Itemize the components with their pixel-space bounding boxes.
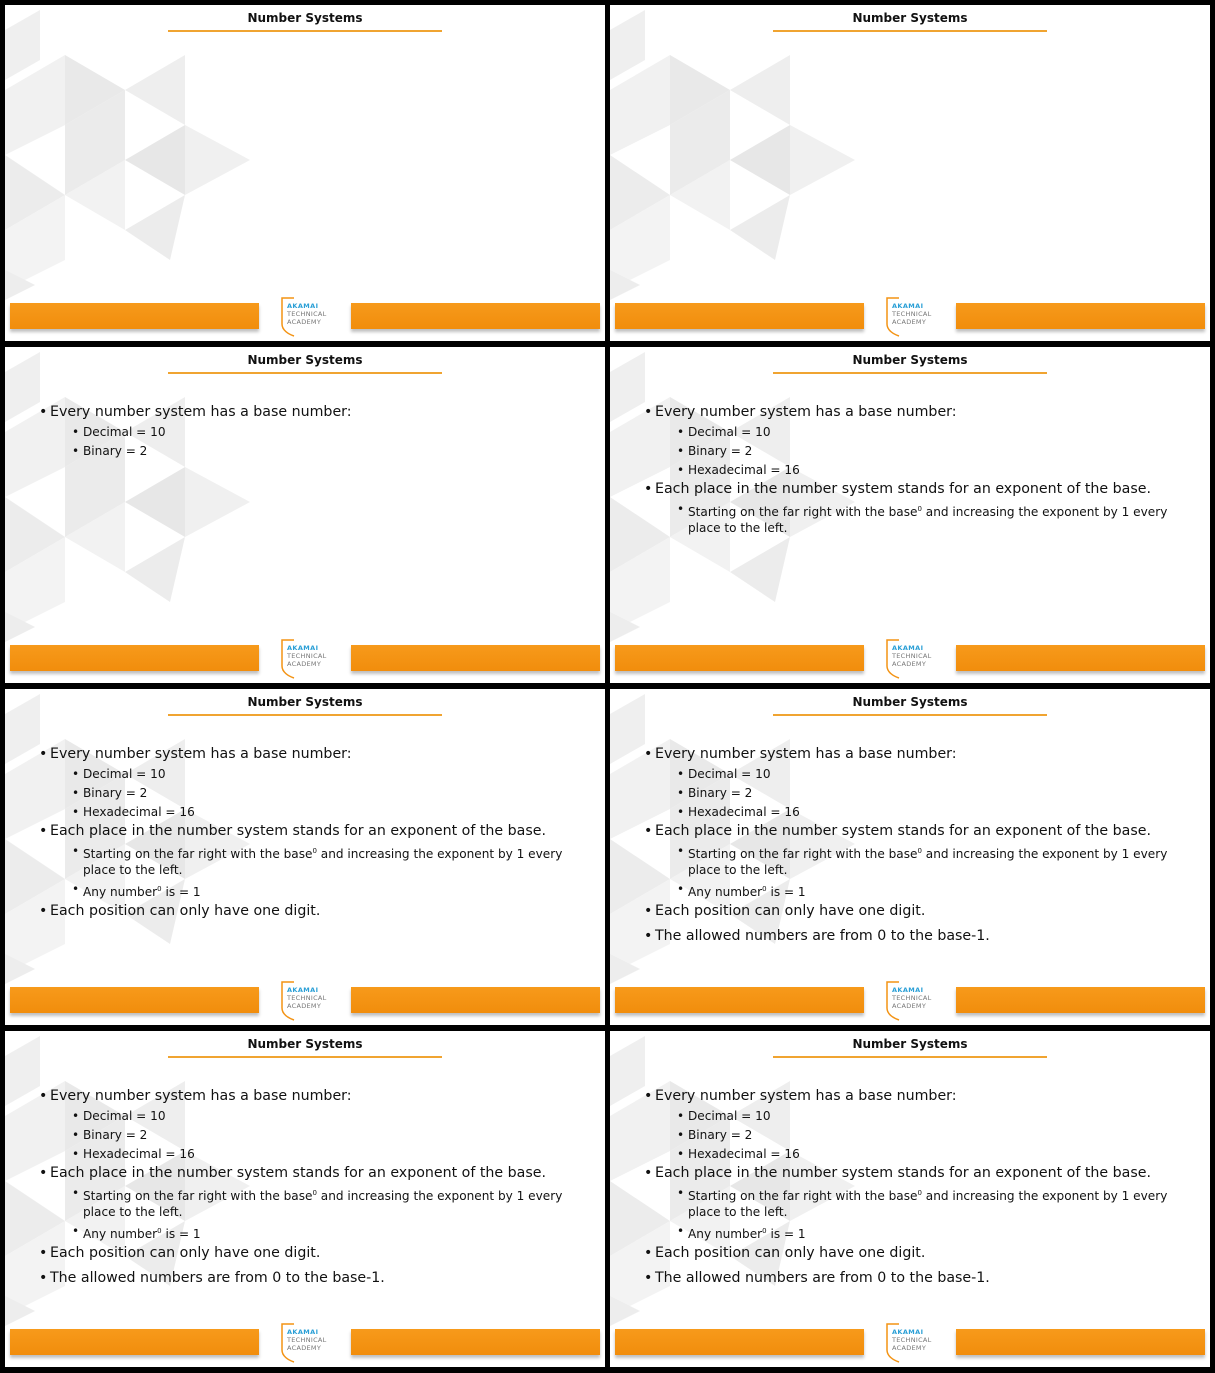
footer-bar-left — [615, 645, 864, 671]
sub-bullet-list — [655, 766, 1184, 820]
bullet-item: • The allowed numbers are from 0 to the base-1. — [39, 1270, 579, 1287]
bullet-item: • Each place in the number system stands for an exponent of the base. • Starting on the far right with the base$^0$ and increasing the exponent by 1 every place to the left. — [644, 481, 1184, 536]
bullet-item: • Each position can only have one digit. — [644, 903, 1184, 920]
logo-line-2: TECHNICAL — [287, 310, 327, 318]
superscript-zero: 0 — [762, 885, 767, 894]
bullet-item: • Every number system has a base number: • Decimal = 10 • Binary = 2 • Hexadecimal = 16 — [644, 404, 1184, 478]
title-underline — [773, 30, 1047, 32]
slide-thumbnail-4[interactable] — [610, 347, 1210, 683]
slide-title: Number Systems — [247, 11, 363, 25]
bullet-item: • Each position can only have one digit. — [39, 1245, 579, 1262]
logo-line-2: TECHNICAL — [287, 1336, 327, 1344]
sub-bullet-list — [50, 766, 579, 820]
bullet-list — [644, 1088, 1184, 1295]
bullet-item: • Every number system has a base number: • Decimal = 10 • Binary = 2 • Hexadecimal = 16 — [644, 746, 1184, 820]
superscript-zero: 0 — [312, 1189, 317, 1197]
slide-thumbnail-5[interactable] — [5, 689, 605, 1025]
sub-bullet-list — [50, 424, 579, 459]
superscript-zero: 0 — [917, 1189, 922, 1197]
logo-line-2: TECHNICAL — [892, 310, 932, 318]
bullet-item: • Each place in the number system stands for an exponent of the base. • Starting on the far right with the base$^0$ and increasing the exponent by 1 every place to the left. • Any number$^0$ is = 1 — [39, 1165, 579, 1242]
title-underline — [773, 1056, 1047, 1058]
sub-bullet-list — [50, 1185, 579, 1242]
title-underline — [773, 714, 1047, 716]
background-triangles — [610, 5, 910, 305]
logo-line-1: AKAMAI — [892, 644, 924, 652]
sub-bullet-item: • Starting on the far right with the base$^0$ and increasing the exponent by 1 every place to the left. — [677, 501, 1174, 536]
bullet-item: • The allowed numbers are from 0 to the base-1. — [644, 1270, 1184, 1287]
akamai-logo — [278, 978, 348, 1022]
sub-bullet-list — [655, 1185, 1184, 1242]
sub-bullet-item: • Hexadecimal = 16 — [677, 462, 1174, 478]
akamai-logo — [883, 978, 953, 1022]
logo-line-1: AKAMAI — [287, 644, 319, 652]
sub-bullet-item: • Any number$^0$ is = 1 — [72, 881, 569, 900]
sub-bullet-item: • Binary = 2 — [677, 443, 1174, 459]
bullet-item: • Each place in the number system stands for an exponent of the base. • Starting on the far right with the base$^0$ and increasing the exponent by 1 every place to the left. • Any number$^0$ is = 1 — [644, 823, 1184, 900]
footer-bar-right — [351, 987, 600, 1013]
slide-thumbnail-3[interactable] — [5, 347, 605, 683]
sub-bullet-item: • Decimal = 10 — [677, 766, 1174, 782]
logo-line-3: ACADEMY — [892, 660, 927, 668]
title-underline — [773, 372, 1047, 374]
akamai-logo — [883, 636, 953, 680]
superscript-zero: 0 — [312, 847, 317, 855]
logo-line-3: ACADEMY — [892, 1002, 927, 1010]
logo-line-3: ACADEMY — [892, 1344, 927, 1352]
slide-title: Number Systems — [247, 353, 363, 367]
bullet-item: • Each place in the number system stands for an exponent of the base. • Starting on the far right with the base$^0$ and increasing the exponent by 1 every place to the left. • Any number$^0$ is = 1 — [644, 1165, 1184, 1242]
sub-bullet-item: • Any number$^0$ is = 1 — [72, 1223, 569, 1242]
footer-bar-left — [615, 1329, 864, 1355]
sub-bullet-item: • Starting on the far right with the base$^0$ and increasing the exponent by 1 every place to the left. — [72, 843, 569, 878]
logo-line-1: AKAMAI — [287, 986, 319, 994]
sub-bullet-item: • Decimal = 10 — [72, 424, 569, 440]
background-triangles — [5, 5, 305, 305]
superscript-zero: 0 — [917, 505, 922, 513]
footer-bar-left — [10, 645, 259, 671]
logo-line-3: ACADEMY — [287, 1002, 322, 1010]
bullet-list — [39, 746, 579, 928]
superscript-zero: 0 — [917, 847, 922, 855]
title-underline — [168, 30, 442, 32]
sub-bullet-item: • Any number$^0$ is = 1 — [677, 1223, 1174, 1242]
slide-thumbnail-8[interactable] — [610, 1031, 1210, 1367]
footer-bar-left — [10, 987, 259, 1013]
footer-bar-right — [351, 303, 600, 329]
logo-line-1: AKAMAI — [892, 1328, 924, 1336]
logo-line-2: TECHNICAL — [287, 994, 327, 1002]
logo-line-3: ACADEMY — [287, 660, 322, 668]
slide-title: Number Systems — [852, 11, 968, 25]
sub-bullet-item: • Starting on the far right with the base$^0$ and increasing the exponent by 1 every place to the left. — [677, 843, 1174, 878]
sub-bullet-item: • Starting on the far right with the base$^0$ and increasing the exponent by 1 every place to the left. — [677, 1185, 1174, 1220]
logo-line-2: TECHNICAL — [892, 652, 932, 660]
logo-line-1: AKAMAI — [892, 302, 924, 310]
title-underline — [168, 714, 442, 716]
slide-thumbnail-2[interactable] — [610, 5, 1210, 341]
akamai-logo — [278, 294, 348, 338]
title-underline — [168, 1056, 442, 1058]
logo-line-2: TECHNICAL — [287, 652, 327, 660]
footer-bar-left — [615, 987, 864, 1013]
bullet-item: • Every number system has a base number: • Decimal = 10 • Binary = 2 • Hexadecimal = 16 — [39, 746, 579, 820]
slide-title: Number Systems — [852, 353, 968, 367]
logo-line-1: AKAMAI — [892, 986, 924, 994]
footer-bar-right — [956, 987, 1205, 1013]
slide-title: Number Systems — [852, 695, 968, 709]
sub-bullet-list — [50, 843, 579, 900]
akamai-logo — [883, 294, 953, 338]
bullet-item: • Every number system has a base number: • Decimal = 10 • Binary = 2 • Hexadecimal = 16 — [39, 1088, 579, 1162]
footer-bar-left — [10, 1329, 259, 1355]
sub-bullet-list — [655, 501, 1184, 536]
footer-bar-right — [956, 303, 1205, 329]
sub-bullet-item: • Binary = 2 — [72, 443, 569, 459]
footer-bar-left — [10, 303, 259, 329]
sub-bullet-item: • Hexadecimal = 16 — [677, 1146, 1174, 1162]
bullet-item: • Each position can only have one digit. — [39, 903, 579, 920]
superscript-zero: 0 — [157, 1227, 162, 1236]
background-triangles — [5, 347, 305, 647]
sub-bullet-list — [655, 843, 1184, 900]
slide-thumbnail-6[interactable] — [610, 689, 1210, 1025]
sub-bullet-item: • Hexadecimal = 16 — [72, 804, 569, 820]
sub-bullet-item: • Hexadecimal = 16 — [72, 1146, 569, 1162]
sub-bullet-list — [655, 1108, 1184, 1162]
slide-thumbnail-7[interactable] — [5, 1031, 605, 1367]
bullet-list — [39, 404, 579, 462]
superscript-zero: 0 — [762, 1227, 767, 1236]
logo-line-1: AKAMAI — [287, 302, 319, 310]
sub-bullet-item: • Binary = 2 — [72, 785, 569, 801]
slide-title: Number Systems — [852, 1037, 968, 1051]
slide-thumbnail-1[interactable] — [5, 5, 605, 341]
sub-bullet-list — [655, 424, 1184, 478]
akamai-logo — [883, 1320, 953, 1364]
bullet-list — [644, 404, 1184, 539]
footer-bar-left — [615, 303, 864, 329]
bullet-list — [644, 746, 1184, 953]
bullet-item: • Each place in the number system stands for an exponent of the base. • Starting on the far right with the base$^0$ and increasing the exponent by 1 every place to the left. • Any number$^0$ is = 1 — [39, 823, 579, 900]
sub-bullet-item: • Binary = 2 — [677, 1127, 1174, 1143]
bullet-list — [39, 1088, 579, 1295]
sub-bullet-item: • Any number$^0$ is = 1 — [677, 881, 1174, 900]
logo-line-1: AKAMAI — [287, 1328, 319, 1336]
logo-line-3: ACADEMY — [287, 1344, 322, 1352]
slide-title: Number Systems — [247, 695, 363, 709]
bullet-item: • Every number system has a base number: • Decimal = 10 • Binary = 2 — [39, 404, 579, 459]
bullet-item: • Every number system has a base number: • Decimal = 10 • Binary = 2 • Hexadecimal = 16 — [644, 1088, 1184, 1162]
title-underline — [168, 372, 442, 374]
bullet-item: • The allowed numbers are from 0 to the base-1. — [644, 928, 1184, 945]
superscript-zero: 0 — [157, 885, 162, 894]
logo-line-2: TECHNICAL — [892, 1336, 932, 1344]
sub-bullet-item: • Decimal = 10 — [72, 766, 569, 782]
sub-bullet-item: • Decimal = 10 — [677, 424, 1174, 440]
sub-bullet-item: • Binary = 2 — [677, 785, 1174, 801]
sub-bullet-item: • Decimal = 10 — [72, 1108, 569, 1124]
akamai-logo — [278, 1320, 348, 1364]
sub-bullet-item: • Binary = 2 — [72, 1127, 569, 1143]
footer-bar-right — [351, 645, 600, 671]
logo-line-3: ACADEMY — [287, 318, 322, 326]
sub-bullet-list — [50, 1108, 579, 1162]
footer-bar-right — [956, 1329, 1205, 1355]
footer-bar-right — [956, 645, 1205, 671]
sub-bullet-item: • Decimal = 10 — [677, 1108, 1174, 1124]
footer-bar-right — [351, 1329, 600, 1355]
sub-bullet-item: • Hexadecimal = 16 — [677, 804, 1174, 820]
akamai-logo — [278, 636, 348, 680]
bullet-item: • Each position can only have one digit. — [644, 1245, 1184, 1262]
logo-line-3: ACADEMY — [892, 318, 927, 326]
slide-title: Number Systems — [247, 1037, 363, 1051]
sub-bullet-item: • Starting on the far right with the base$^0$ and increasing the exponent by 1 every place to the left. — [72, 1185, 569, 1220]
logo-line-2: TECHNICAL — [892, 994, 932, 1002]
